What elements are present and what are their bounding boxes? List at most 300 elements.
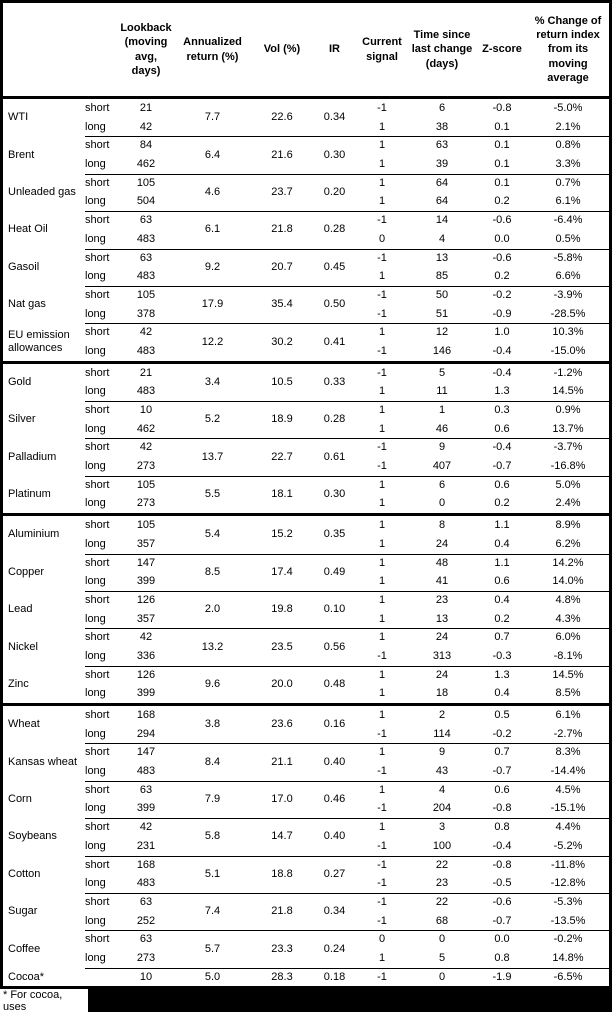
row-divider	[85, 249, 609, 250]
current-signal-value: 1	[378, 404, 386, 417]
period-label: short	[85, 668, 110, 681]
pct-change-value: 6.1%	[555, 709, 581, 722]
lookback-value: 252	[136, 914, 156, 927]
commodity-name: Brent	[8, 148, 35, 161]
vol-value: 10.5	[271, 375, 293, 388]
time-since-change-value: 38	[435, 120, 449, 133]
annualized-return-value: 3.4	[204, 375, 221, 388]
lookback-value: 294	[136, 727, 156, 740]
lookback-value: 483	[136, 270, 156, 283]
row-divider	[85, 401, 609, 402]
vol-value: 22.6	[271, 111, 293, 124]
lookback-value: 42	[139, 326, 153, 339]
current-signal-value: 1	[378, 326, 386, 339]
zscore-value: 0.4	[494, 593, 510, 606]
ir-value: 0.28	[323, 413, 346, 426]
commodity-block	[3, 781, 609, 818]
time-since-change-value: 23	[435, 877, 449, 890]
zscore-value: 0.2	[494, 612, 510, 625]
header-cell-9: % Change of return index from its moving average	[534, 14, 602, 84]
row-divider	[85, 628, 609, 629]
period-label: short	[85, 556, 110, 569]
commodity-name: Lead	[8, 603, 33, 616]
time-since-change-value: 146	[432, 344, 452, 357]
commodity-block	[3, 591, 609, 628]
period-label: short	[85, 441, 110, 454]
ir-value: 0.35	[323, 528, 346, 541]
time-since-change-value: 5	[438, 951, 446, 964]
time-since-change-value: 6	[438, 478, 446, 491]
period-label: short	[85, 593, 110, 606]
current-signal-value: 1	[378, 158, 386, 171]
current-signal-value: -1	[377, 970, 387, 983]
header-cell-7: Time since last change (days)	[411, 29, 473, 70]
lookback-value: 399	[136, 575, 156, 588]
lookback-value: 42	[139, 821, 153, 834]
zscore-value: -0.3	[492, 649, 512, 662]
annualized-return-value: 8.5	[204, 565, 221, 578]
zscore-value: -0.6	[492, 895, 512, 908]
annualized-return-value: 5.0	[204, 970, 221, 983]
current-signal-value: -1	[377, 649, 387, 662]
vol-value: 18.8	[271, 867, 293, 880]
vol-value: 21.6	[271, 148, 293, 161]
zscore-value: 1.1	[494, 519, 510, 532]
lookback-value: 273	[136, 951, 156, 964]
period-label: short	[85, 366, 110, 379]
pct-change-value: -13.5%	[550, 914, 586, 927]
ir-value: 0.56	[323, 640, 346, 653]
time-since-change-value: 48	[435, 556, 449, 569]
lookback-value: 399	[136, 802, 156, 815]
commodity-name: Corn	[8, 793, 32, 806]
zscore-value: 0.0	[494, 933, 510, 946]
commodity-block	[3, 554, 609, 591]
period-label: short	[85, 519, 110, 532]
period-label: long	[85, 422, 106, 435]
vol-value: 17.0	[271, 793, 293, 806]
commodity-block	[3, 856, 609, 893]
pct-change-value: 5.0%	[555, 478, 581, 491]
vol-value: 20.7	[271, 260, 293, 273]
zscore-value: -0.9	[492, 307, 512, 320]
annualized-return-value: 7.9	[204, 793, 221, 806]
commodity-name: Nickel	[8, 640, 38, 653]
time-since-change-value: 1	[438, 404, 446, 417]
commodity-name: Gold	[8, 375, 32, 388]
current-signal-value: -1	[377, 344, 387, 357]
zscore-value: 0.5	[494, 709, 510, 722]
ir-value: 0.45	[323, 260, 346, 273]
lookback-value: 273	[136, 460, 156, 473]
current-signal-value: 1	[378, 120, 386, 133]
annualized-return-value: 7.4	[204, 905, 221, 918]
commodity-block	[3, 136, 609, 173]
lookback-value: 63	[139, 895, 153, 908]
current-signal-value: -1	[377, 251, 387, 264]
annualized-return-value: 5.2	[204, 413, 221, 426]
period-label: long	[85, 537, 106, 550]
period-label: long	[85, 914, 106, 927]
lookback-value: 42	[139, 631, 153, 644]
time-since-change-value: 0	[438, 497, 446, 510]
time-since-change-value: 407	[432, 460, 452, 473]
pct-change-value: 13.7%	[552, 422, 584, 435]
commodity-block	[3, 893, 609, 930]
time-since-change-value: 9	[438, 746, 446, 759]
zscore-value: 0.6	[494, 783, 510, 796]
period-label: short	[85, 326, 110, 339]
annualized-return-value: 5.5	[204, 488, 221, 501]
annualized-return-value: 8.4	[204, 755, 221, 768]
current-signal-value: -1	[377, 366, 387, 379]
time-since-change-value: 24	[435, 668, 449, 681]
zscore-value: -0.4	[492, 441, 512, 454]
time-since-change-value: 85	[435, 270, 449, 283]
lookback-value: 10	[139, 970, 153, 983]
pct-change-value: -5.8%	[553, 251, 583, 264]
vol-value: 21.8	[271, 223, 293, 236]
commodity-block	[3, 516, 609, 553]
period-label: short	[85, 895, 110, 908]
zscore-value: 0.6	[494, 478, 510, 491]
commodity-name: Silver	[8, 413, 36, 426]
vol-value: 21.8	[271, 905, 293, 918]
period-label: long	[85, 385, 106, 398]
commodity-name: EU emission allowances	[8, 329, 70, 354]
ir-value: 0.40	[323, 830, 346, 843]
time-since-change-value: 8	[438, 519, 446, 532]
row-divider	[85, 818, 609, 819]
pct-change-value: 6.1%	[555, 195, 581, 208]
commodity-name: Aluminium	[8, 528, 60, 541]
pct-change-value: 14.5%	[552, 385, 584, 398]
zscore-value: -0.2	[492, 288, 512, 301]
lookback-value: 63	[139, 214, 153, 227]
pct-change-value: 4.8%	[555, 593, 581, 606]
zscore-value: 0.1	[494, 158, 510, 171]
time-since-change-value: 6	[438, 102, 446, 115]
annualized-return-value: 5.8	[204, 830, 221, 843]
pct-change-value: 4.5%	[555, 783, 581, 796]
pct-change-value: -5.3%	[553, 895, 583, 908]
annualized-return-value: 13.2	[201, 640, 224, 653]
current-signal-value: 0	[378, 232, 386, 245]
zscore-value: -0.7	[492, 914, 512, 927]
pct-change-value: -11.8%	[550, 858, 586, 871]
current-signal-value: 1	[378, 385, 386, 398]
period-label: short	[85, 478, 110, 491]
lookback-value: 42	[139, 441, 153, 454]
period-label: long	[85, 497, 106, 510]
period-label: long	[85, 951, 106, 964]
row-divider	[85, 211, 609, 212]
commodity-block	[3, 286, 609, 323]
time-since-change-value: 11	[436, 385, 448, 398]
pct-change-value: 0.5%	[555, 232, 581, 245]
zscore-value: 1.3	[494, 385, 510, 398]
redaction-bar	[88, 989, 612, 1012]
pct-change-value: -8.1%	[553, 649, 583, 662]
current-signal-value: 1	[378, 687, 386, 700]
time-since-change-value: 2	[438, 709, 446, 722]
period-label: short	[85, 709, 110, 722]
header-cell-4: Vol (%)	[263, 43, 301, 56]
annualized-return-value: 9.6	[204, 677, 221, 690]
current-signal-value: -1	[377, 307, 387, 320]
ir-value: 0.34	[323, 111, 346, 124]
lookback-value: 483	[136, 344, 156, 357]
time-since-change-value: 13	[435, 251, 449, 264]
current-signal-value: 1	[378, 951, 386, 964]
pct-change-value: -15.1%	[550, 802, 586, 815]
period-label: long	[85, 839, 106, 852]
time-since-change-value: 64	[435, 195, 449, 208]
current-signal-value: 1	[378, 195, 386, 208]
time-since-change-value: 22	[435, 895, 449, 908]
time-since-change-value: 313	[432, 649, 452, 662]
commodity-name: Unleaded gas	[8, 186, 76, 199]
time-since-change-value: 43	[435, 765, 449, 778]
ir-value: 0.49	[323, 565, 346, 578]
header-cell-8: Z-score	[482, 43, 522, 56]
lookback-value: 357	[136, 612, 156, 625]
current-signal-value: 1	[378, 746, 386, 759]
footnote: * For cocoa, uses	[0, 989, 88, 1012]
current-signal-value: -1	[377, 727, 387, 740]
zscore-value: 0.1	[494, 139, 510, 152]
zscore-value: 0.7	[494, 746, 510, 759]
vol-value: 28.3	[271, 970, 293, 983]
current-signal-value: -1	[377, 102, 387, 115]
commodity-name: WTI	[8, 111, 29, 124]
pct-change-value: 3.3%	[555, 158, 581, 171]
row-divider	[85, 856, 609, 857]
zscore-value: -0.4	[492, 839, 512, 852]
row-divider	[85, 136, 609, 137]
row-divider	[85, 893, 609, 894]
zscore-value: -0.8	[492, 858, 512, 871]
lookback-value: 231	[136, 839, 156, 852]
pct-change-value: 10.3%	[552, 326, 584, 339]
lookback-value: 504	[136, 195, 156, 208]
lookback-value: 105	[136, 519, 156, 532]
vol-value: 15.2	[271, 528, 293, 541]
period-label: long	[85, 158, 106, 171]
zscore-value: 0.6	[494, 422, 510, 435]
ir-value: 0.33	[323, 375, 346, 388]
annualized-return-value: 13.7	[201, 450, 224, 463]
zscore-value: 0.3	[494, 404, 510, 417]
period-label: long	[85, 727, 106, 740]
vol-value: 23.7	[271, 186, 293, 199]
vol-value: 35.4	[271, 298, 293, 311]
vol-value: 30.2	[271, 335, 293, 348]
commodity-block	[3, 706, 609, 743]
vol-value: 19.8	[271, 603, 293, 616]
current-signal-value: 1	[378, 422, 386, 435]
time-since-change-value: 18	[435, 687, 449, 700]
current-signal-value: -1	[377, 441, 387, 454]
period-label: long	[85, 270, 106, 283]
current-signal-value: 1	[378, 478, 386, 491]
row-divider	[85, 968, 609, 969]
ir-value: 0.40	[323, 755, 346, 768]
zscore-value: -0.4	[492, 366, 512, 379]
time-since-change-value: 3	[438, 821, 446, 834]
time-since-change-value: 68	[435, 914, 449, 927]
pct-change-value: -0.2%	[553, 933, 583, 946]
period-label	[85, 968, 119, 987]
current-signal-value: 1	[378, 575, 386, 588]
zscore-value: 0.4	[494, 537, 510, 550]
table-header	[3, 3, 609, 99]
lookback-value: 42	[139, 120, 153, 133]
zscore-value: -0.6	[492, 251, 512, 264]
commodity-name: Wheat	[8, 718, 40, 731]
lookback-value: 84	[139, 139, 153, 152]
time-since-change-value: 0	[438, 970, 446, 983]
period-label: short	[85, 102, 110, 115]
lookback-value: 105	[136, 176, 156, 189]
row-divider	[85, 930, 609, 931]
lookback-value: 483	[136, 877, 156, 890]
period-label: short	[85, 858, 110, 871]
current-signal-value: 1	[378, 612, 386, 625]
period-label: short	[85, 746, 110, 759]
ir-value: 0.24	[323, 942, 346, 955]
commodity-name: Palladium	[8, 450, 57, 463]
current-signal-value: -1	[377, 460, 387, 473]
time-since-change-value: 204	[432, 802, 452, 815]
ir-value: 0.46	[323, 793, 346, 806]
current-signal-value: -1	[377, 914, 387, 927]
commodity-block	[3, 743, 609, 780]
time-since-change-value: 5	[438, 366, 446, 379]
pct-change-value: 6.6%	[555, 270, 581, 283]
pct-change-value: 2.4%	[555, 497, 581, 510]
annualized-return-value: 5.7	[204, 942, 221, 955]
header-cell-5: IR	[329, 43, 340, 56]
ir-value: 0.18	[323, 970, 346, 983]
row-divider	[85, 323, 609, 324]
pct-change-value: 2.1%	[555, 120, 581, 133]
annualized-return-value: 3.8	[204, 718, 221, 731]
commodity-name: Gasoil	[8, 260, 40, 273]
lookback-value: 399	[136, 687, 156, 700]
current-signal-value: 1	[378, 631, 386, 644]
ir-value: 0.20	[323, 186, 346, 199]
lookback-value: 357	[136, 537, 156, 550]
period-label: long	[85, 687, 106, 700]
commodity-block	[3, 174, 609, 211]
pct-change-value: 6.0%	[555, 631, 581, 644]
lookback-value: 105	[136, 288, 156, 301]
zscore-value: -0.2	[492, 727, 512, 740]
lookback-value: 147	[136, 556, 156, 569]
time-since-change-value: 41	[435, 575, 449, 588]
pct-change-value: -1.2%	[553, 366, 583, 379]
time-since-change-value: 114	[433, 727, 451, 740]
zscore-value: -0.5	[492, 877, 512, 890]
current-signal-value: 0	[378, 933, 386, 946]
annualized-return-value: 5.4	[204, 528, 221, 541]
pct-change-value: 14.2%	[552, 556, 584, 569]
pct-change-value: 8.5%	[555, 687, 581, 700]
lookback-value: 336	[136, 649, 156, 662]
commodity-name: Coffee	[8, 942, 41, 955]
pct-change-value: 14.0%	[552, 575, 584, 588]
current-signal-value: 1	[378, 497, 386, 510]
period-label: short	[85, 821, 110, 834]
commodity-name: Platinum	[8, 488, 51, 501]
ir-value: 0.30	[323, 488, 346, 501]
lookback-value: 63	[139, 783, 153, 796]
time-since-change-value: 39	[435, 158, 449, 171]
commodity-block	[3, 323, 609, 360]
ir-value: 0.61	[323, 450, 346, 463]
commodity-name: Zinc	[8, 677, 29, 690]
commodity-block	[3, 628, 609, 665]
time-since-change-value: 23	[435, 593, 449, 606]
period-label: short	[85, 288, 110, 301]
lookback-value: 483	[136, 232, 156, 245]
time-since-change-value: 9	[438, 441, 446, 454]
current-signal-value: 1	[378, 783, 386, 796]
ir-value: 0.41	[323, 335, 346, 348]
lookback-value: 21	[139, 366, 153, 379]
vol-value: 21.1	[271, 755, 293, 768]
period-label: long	[85, 460, 106, 473]
zscore-value: 1.3	[494, 668, 510, 681]
commodity-block	[3, 818, 609, 855]
header-cell-6: Current signal	[362, 36, 402, 63]
current-signal-value: 1	[378, 139, 386, 152]
current-signal-value: -1	[377, 839, 387, 852]
current-signal-value: -1	[377, 895, 387, 908]
zscore-value: -0.6	[492, 214, 512, 227]
pct-change-value: 6.2%	[555, 537, 581, 550]
current-signal-value: 1	[378, 270, 386, 283]
pct-change-value: 8.3%	[555, 746, 581, 759]
pct-change-value: -16.8%	[550, 460, 586, 473]
pct-change-value: 4.3%	[555, 612, 581, 625]
current-signal-value: -1	[377, 765, 387, 778]
period-label: short	[85, 176, 110, 189]
lookback-value: 273	[136, 497, 156, 510]
pct-change-value: -28.5%	[550, 307, 586, 320]
commodity-block	[3, 401, 609, 438]
period-label: long	[85, 120, 106, 133]
current-signal-value: 1	[378, 821, 386, 834]
row-divider	[85, 591, 609, 592]
pct-change-value: 4.4%	[555, 821, 581, 834]
header-cell-3: Annualized return (%)	[183, 36, 242, 63]
current-signal-value: -1	[377, 858, 387, 871]
lookback-value: 63	[139, 933, 153, 946]
zscore-value: 0.7	[494, 631, 510, 644]
row-divider	[85, 743, 609, 744]
current-signal-value: -1	[377, 288, 387, 301]
ir-value: 0.16	[323, 718, 346, 731]
zscore-value: 0.1	[494, 120, 510, 133]
period-label: short	[85, 631, 110, 644]
period-label: short	[85, 251, 110, 264]
lookback-value: 168	[136, 709, 156, 722]
annualized-return-value: 6.4	[204, 148, 221, 161]
lookback-value: 147	[136, 746, 156, 759]
current-signal-value: -1	[377, 802, 387, 815]
